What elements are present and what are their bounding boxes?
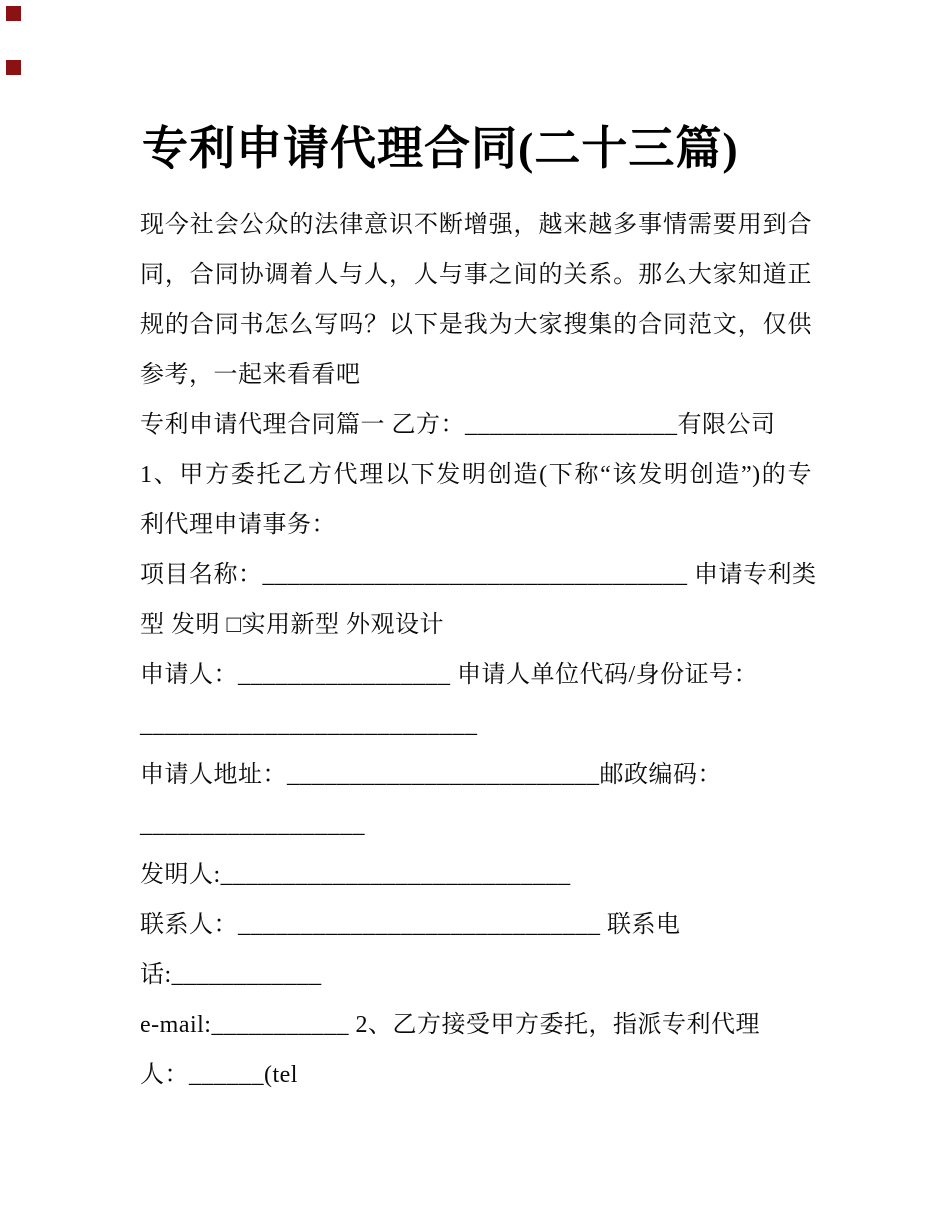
text-line: e-mail:___________ 2、乙方接受甲方委托，指派专利代理	[140, 1012, 760, 1038]
text-line: 申请人地址：_________________________邮政编码：	[140, 762, 722, 788]
text-line: 人：______(tel	[140, 1062, 298, 1088]
text-line: 联系人：_____________________________ 联系电	[140, 912, 681, 938]
red-marker-top-icon	[6, 6, 21, 21]
text-line: 发明人:____________________________	[140, 862, 571, 888]
text-line: 申请人：_________________ 申请人单位代码/身份证号：	[140, 662, 759, 688]
document-body	[140, 200, 817, 1100]
text-line: 现今社会公众的法律意识不断增强，越来越多事情需要用到合	[140, 212, 812, 238]
document-title: 专利申请代理合同(二十三篇)	[142, 123, 739, 174]
text-line: 话:____________	[140, 962, 322, 988]
text-line: 同，合同协调着人与人，人与事之间的关系。那么大家知道正	[140, 262, 812, 288]
text-line: 1、甲方委托乙方代理以下发明创造(下称“该发明创造”)的专	[140, 462, 812, 488]
red-marker-bottom-icon	[6, 60, 21, 75]
text-line: ___________________________	[140, 712, 478, 738]
text-line: 型 发明 □实用新型 外观设计	[140, 612, 444, 638]
text-line: 规的合同书怎么写吗？以下是我为大家搜集的合同范文，仅供	[140, 312, 812, 338]
text-line: 利代理申请事务：	[140, 512, 336, 538]
text-line: __________________	[140, 812, 365, 838]
text-line: 项目名称：__________________________________ 申请专利类	[140, 562, 817, 588]
text-line: 参考，一起来看看吧	[140, 362, 361, 388]
text-line: 专利申请代理合同篇一 乙方：_________________有限公司	[140, 412, 776, 438]
